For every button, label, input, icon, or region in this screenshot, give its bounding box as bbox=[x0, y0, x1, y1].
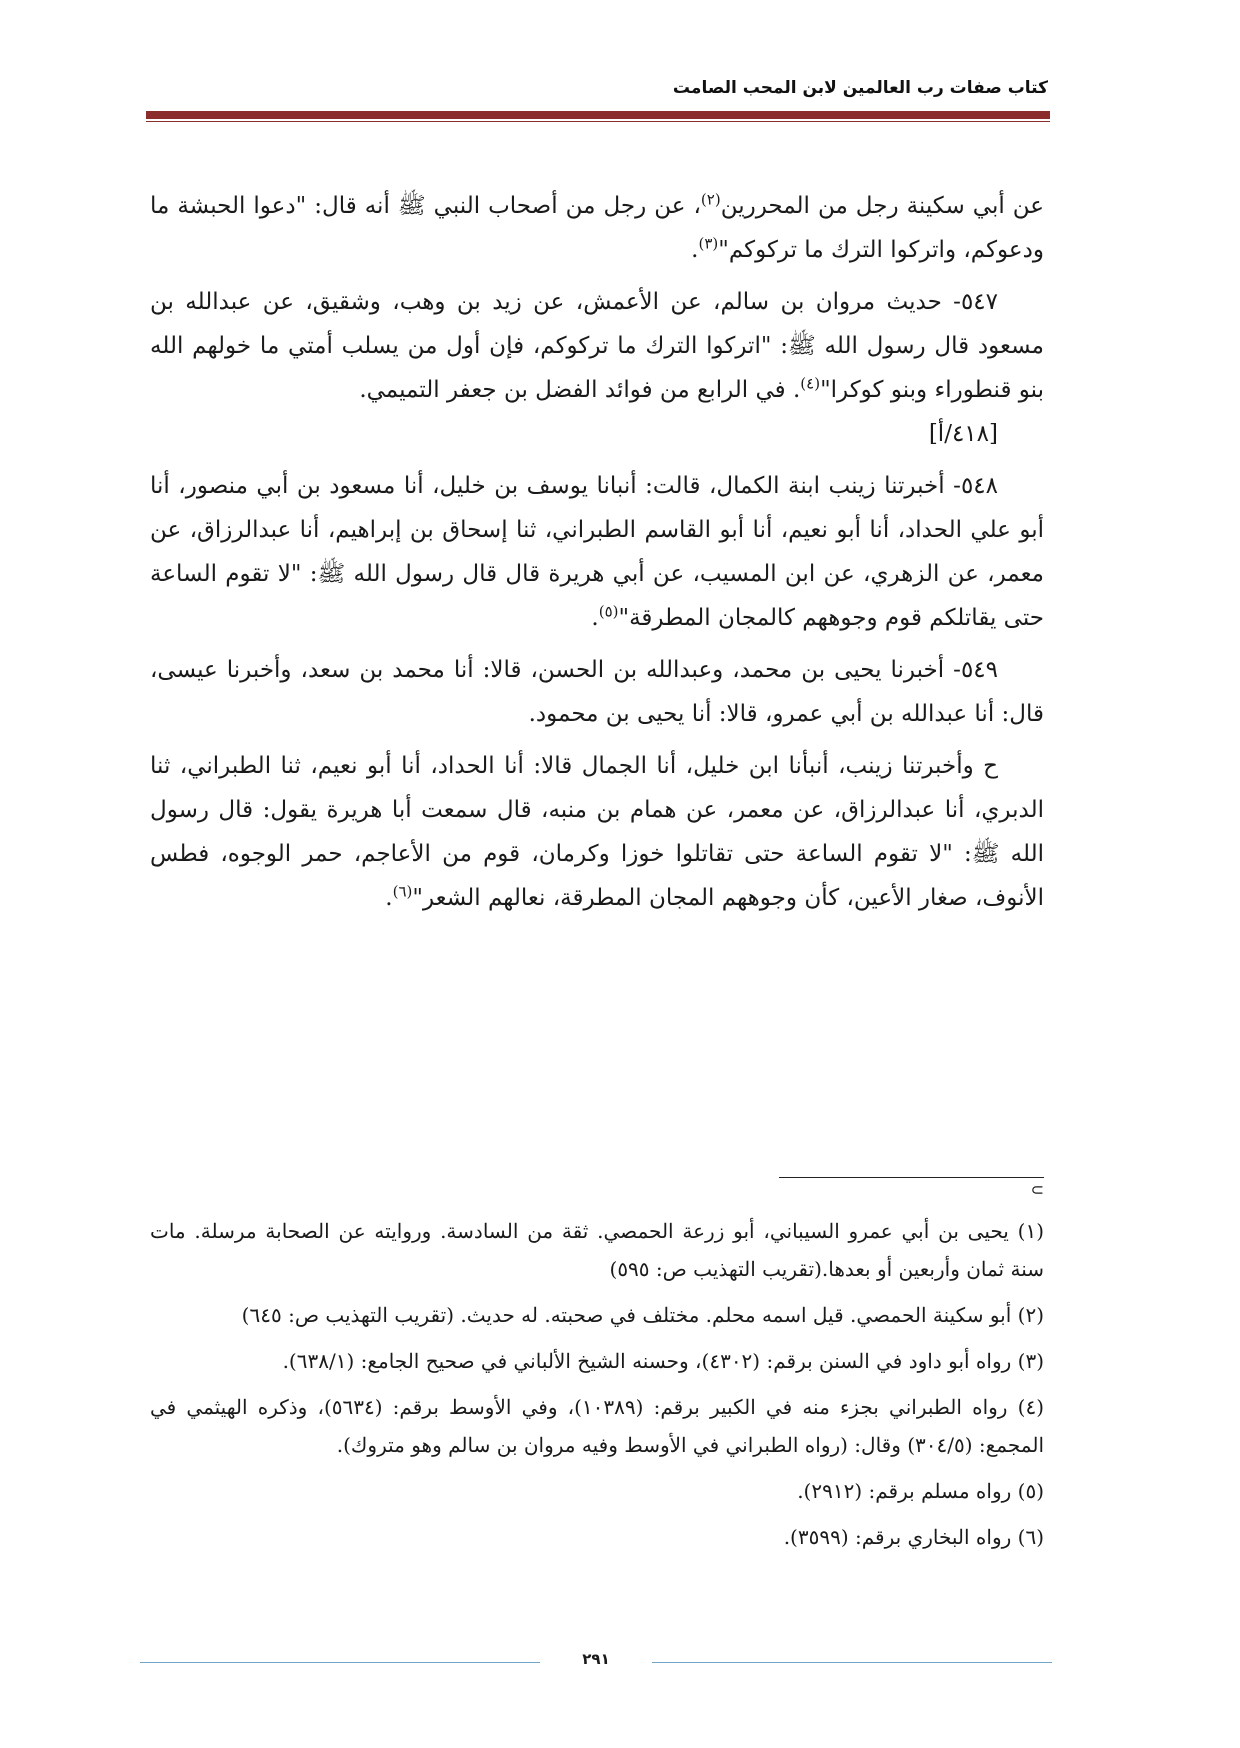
paragraph-text: ٥٤٩- أخبرنا يحيى بن محمد، وعبدالله بن الحسن، قالا: أنا محمد بن سعد، وأخبرنا عيسى، قال: أنا عبدالله بن أبي عمرو، قالا: أنا يحيى بن محمود. bbox=[150, 657, 1044, 727]
paragraph-text: . bbox=[691, 237, 699, 263]
footer-rule-right bbox=[652, 1662, 1052, 1663]
paragraph-text: . bbox=[591, 605, 599, 631]
page-footer bbox=[140, 1650, 1052, 1674]
paragraph-text: ، عن رجل من أصحاب النبي ﷺ أنه قال: "دعوا الحبشة ما ودعوكم، واتركوا الترك ما تركوكم" bbox=[150, 193, 1044, 263]
footnote-ref: (٣) bbox=[698, 234, 719, 253]
page-number: ٢٩١ bbox=[582, 1650, 610, 1668]
paragraph-text: ٥٤٧- حديث مروان بن سالم، عن الأعمش، عن زيد بن وهب، وشقيق، عن عبدالله بن مسعود قال رسول الله ﷺ: "اتركوا الترك ما تركوكم، فإن أول من يسلب أمتي ما خولهم الله بنو قنطوراء وبنو كوكرا" bbox=[150, 289, 1044, 403]
manuscript-folio-marker: [٤١٨/أ] bbox=[928, 421, 998, 447]
paragraph-text: . في الرابع من فوائد الفضل بن جعفر التميمي. bbox=[359, 377, 801, 403]
running-header: كتاب صفات رب العالمين لابن المحب الصامت bbox=[672, 78, 1048, 98]
footnote-1: (١) يحيى بن أبي عمرو السيباني، أبو زرعة الحمصي. ثقة من السادسة. وروايته عن الصحابة مرسلة. مات سنة ثمان وأربعين أو بعدها.(تقريب التهذيب ص: ٥٩٥) bbox=[150, 1219, 1044, 1281]
footnote-ref: (٢) bbox=[700, 190, 721, 209]
footnote-3: (٣) رواه أبو داود في السنن برقم: (٤٣٠٢)، وحسنه الشيخ الألباني في صحيح الجامع: (٦٣٨/١). bbox=[282, 1349, 1044, 1373]
paragraph-text: ٥٤٨- أخبرتنا زينب ابنة الكمال، قالت: أنبانا يوسف بن خليل، أنا مسعود بن أبي منصور، أنا أبو علي الحداد، أنا أبو نعيم، أنا أبو القاسم الطبراني، ثنا إسحاق بن إبراهيم، أنا عبدالرزاق، عن معمر، عن الزهري، عن ابن المسيب، عن أبي هريرة قال قال رسول الله ﷺ: "لا تقوم الساعة حتى يقاتلكم قوم وجوههم كالمجان المطرقة" bbox=[150, 473, 1044, 631]
footer-rule-left bbox=[140, 1662, 540, 1663]
paragraph-text: ح وأخبرتنا زينب، أنبأنا ابن خليل، أنا الجمال قالا: أنا الحداد، أنا أبو نعيم، ثنا الطبراني، ثنا الدبري، أنا عبدالرزاق، عن معمر، عن همام بن منبه، قال سمعت أبا هريرة يقول: قال رسول الله ﷺ: "لا تقوم الساعة حتى تقاتلوا خوزا وكرمان، قوم من الأعاجم، حمر الوجوه، فطس الأنوف، صغار الأعين، كأن وجوههم المجان المطرقة، نعالهم الشعر" bbox=[150, 753, 1044, 911]
header-rule-thick bbox=[146, 111, 1050, 119]
main-text bbox=[150, 184, 1044, 928]
header-rule-thin bbox=[146, 121, 1050, 122]
footnote-separator bbox=[779, 1177, 1044, 1178]
footnote-continuation-marker: ⊃ bbox=[1030, 1180, 1044, 1199]
footnotes bbox=[150, 1212, 1044, 1564]
paragraph-5 bbox=[150, 744, 1044, 920]
hadith-549 bbox=[150, 648, 1044, 736]
footnote-ref: (٦) bbox=[392, 882, 413, 901]
hadith-548 bbox=[150, 464, 1044, 640]
footnote-5: (٥) رواه مسلم برقم: (٢٩١٢). bbox=[797, 1479, 1044, 1503]
footnote-ref: (٤) bbox=[800, 374, 821, 393]
footnote-6: (٦) رواه البخاري برقم: (٣٥٩٩). bbox=[783, 1525, 1044, 1549]
paragraph-1 bbox=[150, 184, 1044, 272]
footnote-4: (٤) رواه الطبراني بجزء منه في الكبير برقم: (١٠٣٨٩)، وفي الأوسط برقم: (٥٦٣٤)، وذكره الهيثمي في المجمع: (٣٠٤/٥) وقال: (رواه الطبراني في الأوسط وفيه مروان بن سالم وهو متروك). bbox=[150, 1395, 1044, 1457]
footnote-ref: (٥) bbox=[598, 602, 619, 621]
paragraph-text: . bbox=[385, 885, 393, 911]
hadith-547 bbox=[150, 280, 1044, 456]
paragraph-text: عن أبي سكينة رجل من المحررين bbox=[720, 193, 1044, 219]
footnote-2: (٢) أبو سكينة الحمصي. قيل اسمه محلم. مختلف في صحبته. له حديث. (تقريب التهذيب ص: ٦٤٥) bbox=[241, 1303, 1044, 1327]
